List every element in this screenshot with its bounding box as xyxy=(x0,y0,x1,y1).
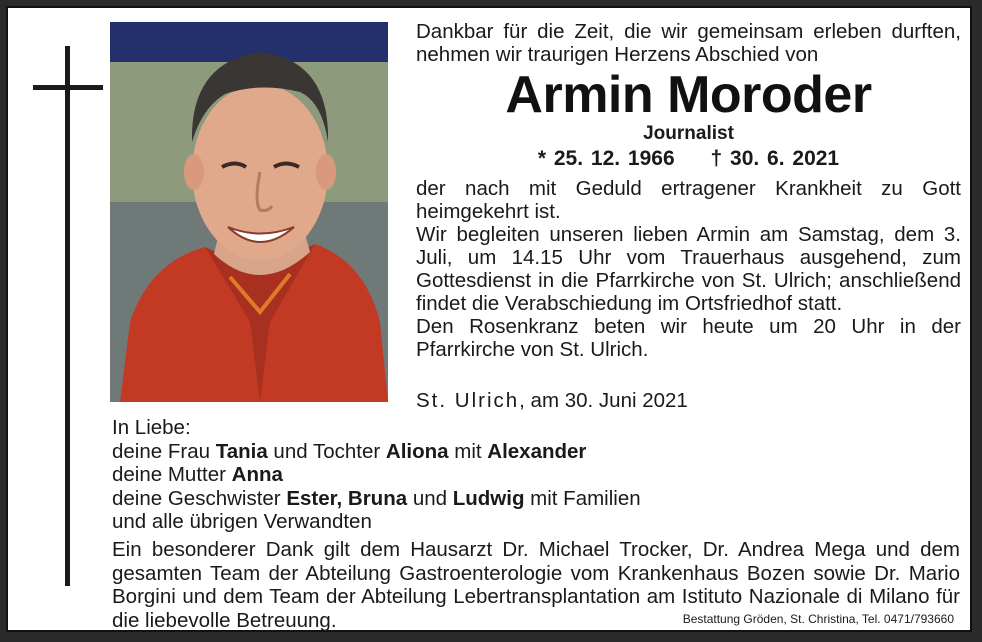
life-dates xyxy=(416,147,961,171)
place-and-date xyxy=(416,389,961,412)
family-member-name: Ludwig xyxy=(452,486,525,510)
thanks-text: Ein besonderer Dank gilt dem Hausarzt Dr. Michael Trocker, Dr. Andrea Mega und dem gesamten Team der Abteilung Gastroenterologie vom Krankenhaus Bozen sowie Dr. Mario Borgini und dem Team der Abteilung Lebertransplantation am Istituto Nazionale di Milano für die liebevolle Betreuung. xyxy=(112,538,960,632)
family-text: deine Mutter xyxy=(112,463,232,486)
family-line xyxy=(112,463,962,487)
cross-icon-horizontal xyxy=(33,85,103,90)
family-heading: In Liebe: xyxy=(112,416,191,439)
family-member-name: Ester, Bruna xyxy=(286,486,408,510)
announcement-text xyxy=(416,177,961,361)
funeral-home-credit: Bestattung Gröden, St. Christina, Tel. 0471/793660 xyxy=(682,612,954,626)
family-text: mit Familien xyxy=(524,486,641,510)
family-member-name: Alexander xyxy=(487,439,587,463)
portrait-illustration xyxy=(110,22,388,402)
deceased-name: Armin Moroder xyxy=(505,66,872,124)
death-date: † 30. 6. 2021 xyxy=(710,147,840,170)
place-name: St. Ulrich xyxy=(416,389,520,412)
obituary-notice xyxy=(6,6,972,632)
family-line: und alle übrigen Verwandten xyxy=(112,510,372,533)
family-text: deine Frau xyxy=(112,439,216,463)
family-member-name: Tania xyxy=(215,439,268,463)
cross-icon-vertical xyxy=(65,46,70,586)
family-member-name: Aliona xyxy=(385,439,449,463)
intro-text: Dankbar für die Zeit, die wir gemeinsam erleben durften, nehmen wir traurigen Herzens Abschied von xyxy=(416,20,961,66)
family-text: mit xyxy=(448,439,488,463)
notice-date: , am 30. Juni 2021 xyxy=(519,389,688,412)
family-member-name: Anna xyxy=(231,463,283,486)
family-text: deine Geschwister xyxy=(112,486,287,510)
birth-date: * 25. 12. 1966 xyxy=(537,147,675,170)
announcement-paragraph: der nach mit Geduld ertragener Krankheit zu Gott heimgekehrt ist. xyxy=(416,177,961,223)
family-text: und xyxy=(407,486,453,510)
announcement-paragraph: Wir begleiten unseren lieben Armin am Samstag, dem 3. Juli, um 14.15 Uhr vom Trauerhaus ausgehend, zum Gottesdienst in die Pfarrkirche von St. Ulrich; anschließend findet die Verabschiedung im Ortsfriedhof statt. xyxy=(416,223,961,315)
family-list xyxy=(112,416,962,534)
announcement-paragraph: Den Rosenkranz beten wir heute um 20 Uhr in der Pfarrkirche von St. Ulrich. xyxy=(416,315,961,361)
family-text: und Tochter xyxy=(267,439,386,463)
family-line xyxy=(112,440,962,464)
deceased-profession: Journalist xyxy=(643,123,734,144)
family-line xyxy=(112,487,962,511)
portrait-photo xyxy=(110,22,388,402)
